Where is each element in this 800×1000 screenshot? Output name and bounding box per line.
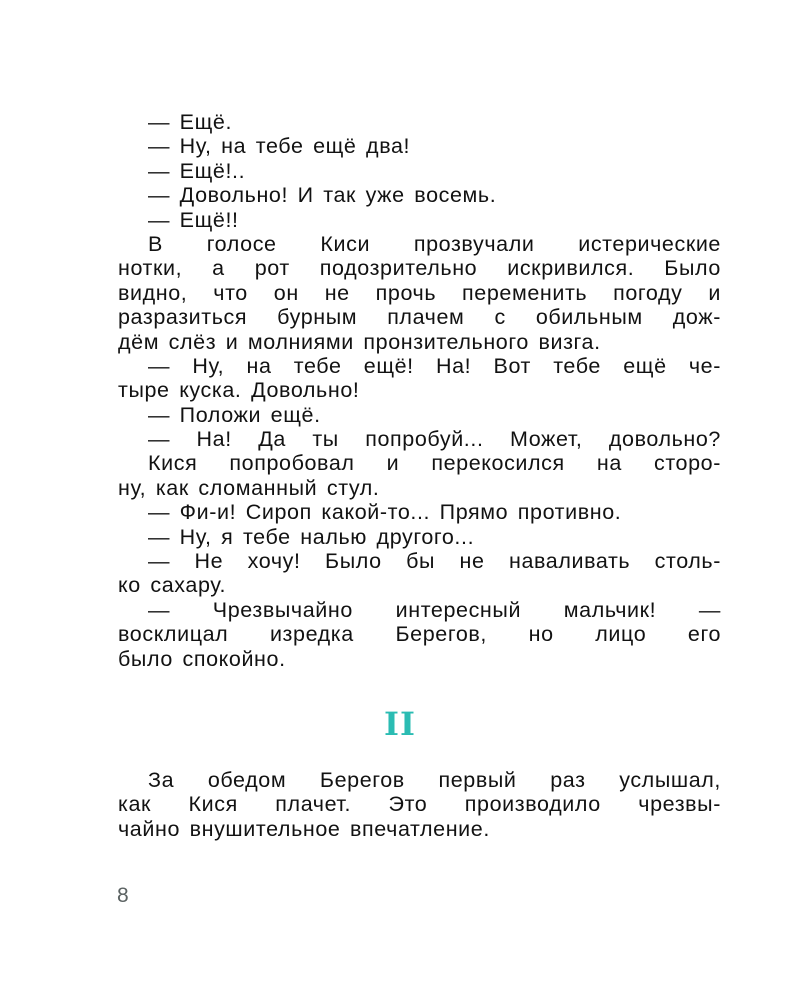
text-line: видно, что он не прочь переменить погоду и — [118, 280, 721, 305]
text-line: как Кися плачет. Это производило чрезвы- — [118, 792, 721, 817]
text-line: было спокойно. — [118, 646, 286, 671]
text-line: — Ещё!! — [148, 207, 239, 232]
text-line: — Ну, на тебе ещё! На! Вот тебе ещё че- — [148, 353, 721, 378]
text-line: — На! Да ты попробуй... Может, довольно? — [148, 427, 721, 452]
text-line: восклицал изредка Берегов, но лицо его — [118, 622, 721, 647]
text-line: — Ещё. — [148, 110, 233, 134]
chapter-heading: II — [384, 705, 416, 743]
text-line: разразиться бурным плачем с обильным дож- — [118, 305, 721, 330]
text-line: нотки, а рот подозрительно искривился. Было — [118, 256, 721, 281]
page-number: 8 — [117, 884, 129, 907]
body-text-block-2 — [118, 768, 721, 841]
text-line: — Чрезвычайно интересный мальчик! — — [148, 597, 721, 622]
text-line: — Довольно! И так уже восемь. — [148, 183, 497, 208]
text-line: — Ещё!.. — [148, 158, 246, 183]
text-line: ну, как сломанный стул. — [118, 475, 380, 500]
text-line: В голосе Киси прозвучали истерические — [148, 231, 721, 256]
text-line: Кися попробовал и перекосился на сторо- — [148, 451, 721, 476]
text-line: За обедом Берегов первый раз услышал, — [148, 768, 721, 792]
body-text-block-1 — [118, 110, 721, 671]
text-line: — Фи-и! Сироп какой-то... Прямо противно. — [148, 500, 622, 525]
text-line: — Положи ещё. — [148, 402, 321, 427]
text-line: дём слёз и молниями пронзительного визга. — [118, 329, 601, 354]
text-line: — Ну, я тебе налью другого... — [148, 524, 475, 549]
text-line: тыре куска. Довольно! — [118, 378, 360, 403]
text-line: ко сахару. — [118, 573, 227, 598]
text-line: чайно внушительное впечатление. — [118, 816, 490, 841]
text-line: — Ну, на тебе ещё два! — [148, 134, 411, 159]
text-line: — Не хочу! Было бы не наваливать столь- — [148, 549, 721, 574]
